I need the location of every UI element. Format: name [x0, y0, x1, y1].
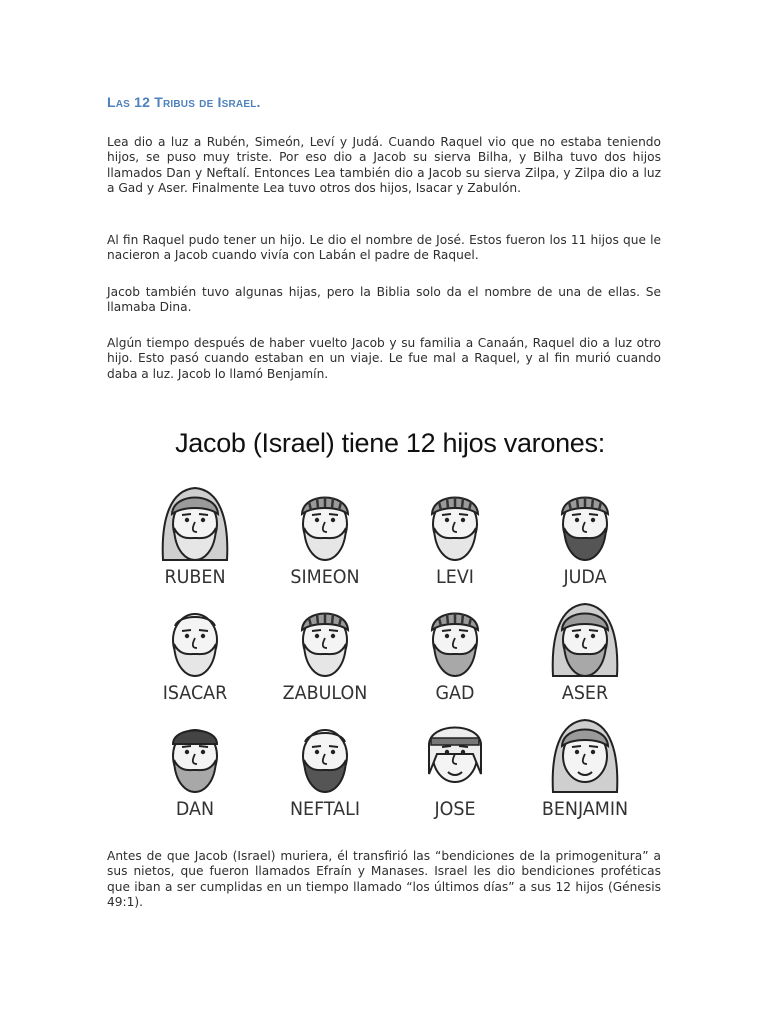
son-juda — [520, 482, 650, 597]
face-icon — [545, 598, 625, 678]
son-benjamin — [520, 714, 650, 829]
face-icon — [285, 598, 365, 678]
son-isacar — [130, 598, 260, 713]
son-name-label: ZABULON — [282, 682, 368, 704]
paragraph-3: Jacob también tuvo algunas hijas, pero la Biblia solo da el nombre de una de ellas. Se llamaba Dina. — [107, 285, 661, 315]
paragraph-5: Antes de que Jacob (Israel) muriera, él transfirió las “bendiciones de la primogenitura” a sus nietos, que fueron llamados Efraín y Manases. Israel les dio bendiciones proféticas que iban a ser cumplidas en un tiempo llamado “los últimos días” a sus 12 hijos (Génesis 49:1). — [107, 849, 661, 910]
son-name-label: DAN — [175, 798, 215, 820]
sons-illustration — [130, 410, 650, 830]
face-icon — [155, 482, 235, 562]
son-name-label: GAD — [435, 682, 475, 704]
son-name-label: BENJAMIN — [541, 798, 629, 820]
section-heading: Las 12 Tribus de Israel. — [107, 94, 261, 110]
son-gad — [390, 598, 520, 713]
face-icon — [155, 598, 235, 678]
son-aser — [520, 598, 650, 713]
son-levi — [390, 482, 520, 597]
face-icon — [545, 482, 625, 562]
son-name-label: RUBEN — [164, 566, 226, 588]
face-icon — [285, 482, 365, 562]
paragraph-2: Al fin Raquel pudo tener un hijo. Le dio el nombre de José. Estos fueron los 11 hijos que le nacieron a Jacob cuando vivía con Labán el padre de Raquel. — [107, 233, 661, 263]
son-ruben — [130, 482, 260, 597]
paragraph-1: Lea dio a luz a Rubén, Simeón, Leví y Judá. Cuando Raquel vio que no estaba teniendo hijos, se puso muy triste. Por eso dio a Jacob su sierva Bilha, y Bilha tuvo dos hijos llamados Dan y Neftalí. Entonces Lea también dio a Jacob su sierva Zilpa, y Zilpa dio a luz a Gad y Aser. Finalmente Lea tuvo otros dos hijos, Isacar y Zabulón. — [107, 135, 661, 196]
son-simeon — [260, 482, 390, 597]
face-icon — [285, 714, 365, 794]
face-icon — [545, 714, 625, 794]
face-icon — [155, 714, 235, 794]
son-neftali — [260, 714, 390, 829]
son-dan — [130, 714, 260, 829]
son-jose — [390, 714, 520, 829]
son-zabulon — [260, 598, 390, 713]
face-icon — [415, 482, 495, 562]
son-name-label: NEFTALI — [289, 798, 361, 820]
paragraph-4: Algún tiempo después de haber vuelto Jacob y su familia a Canaán, Raquel dio a luz otro hijo. Esto pasó cuando estaban en un viaje. Le fue mal a Raquel, y al fin murió cuando daba a luz. Jacob lo llamó Benjamín. — [107, 336, 661, 381]
son-name-label: JUDA — [563, 566, 607, 588]
illustration-title: Jacob (Israel) tiene 12 hijos varones: — [175, 428, 605, 458]
son-name-label: ASER — [561, 682, 609, 704]
face-icon — [415, 598, 495, 678]
son-name-label: SIMEON — [290, 566, 360, 588]
face-icon — [415, 714, 495, 794]
son-name-label: JOSE — [434, 798, 476, 820]
son-name-label: LEVI — [436, 566, 474, 588]
sons-grid — [130, 482, 650, 828]
son-name-label: ISACAR — [162, 682, 228, 704]
